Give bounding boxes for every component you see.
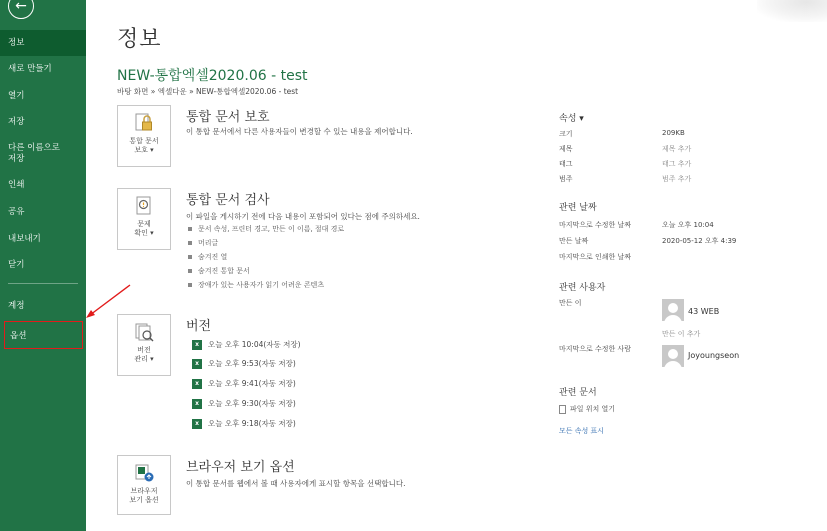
sidebar-item-account[interactable] bbox=[0, 301, 86, 312]
date-key: 만든 날짜 bbox=[559, 237, 589, 245]
check-issues-label: 문제 확인 ▾ bbox=[134, 220, 154, 237]
sidebar-item-label: 다른 이름으로 저장 bbox=[8, 143, 60, 164]
sidebar-item-export[interactable] bbox=[0, 234, 86, 245]
sidebar-item-new[interactable] bbox=[0, 64, 86, 75]
author-key: 만든 이 bbox=[559, 299, 582, 307]
browser-view-options-button[interactable] bbox=[117, 455, 171, 515]
list-item: 숨겨진 통합 문서 bbox=[188, 266, 250, 276]
page-title: 정보 bbox=[117, 27, 162, 52]
sidebar-item-label: 열기 bbox=[8, 91, 25, 101]
version-item[interactable]: x 오늘 오후 10:04(자동 저장) bbox=[192, 339, 301, 350]
version-item[interactable]: x 오늘 오후 9:30(자동 저장) bbox=[192, 398, 296, 409]
inspect-document-icon bbox=[133, 195, 155, 217]
lock-document-icon bbox=[133, 112, 155, 134]
list-item: 머리글 bbox=[188, 238, 218, 248]
breadcrumb[interactable]: 바탕 화면 » 엑셀다운 » NEW-통합엑셀2020.06 - test bbox=[117, 87, 299, 96]
version-item[interactable]: x 오늘 오후 9:18(자동 저장) bbox=[192, 418, 296, 429]
versions-section-title: 버전 bbox=[186, 319, 212, 334]
manage-versions-label: 버전 관리 ▾ bbox=[134, 346, 154, 363]
sidebar-divider bbox=[8, 283, 78, 284]
list-item: 장애가 있는 사용자가 읽기 어려운 콘텐츠 bbox=[188, 280, 324, 290]
date-key: 마지막으로 인쇄한 날짜 bbox=[559, 253, 632, 261]
property-value: 209KB bbox=[662, 129, 685, 137]
decorative-background bbox=[757, 0, 827, 22]
list-item: 문서 속성, 프린터 경고, 만든 이 이름, 절대 경로 bbox=[188, 224, 344, 234]
sidebar-item-share[interactable] bbox=[0, 207, 86, 218]
protect-section-desc: 이 통합 문서에서 다른 사용자들이 변경할 수 있는 내용을 제어합니다. bbox=[186, 127, 413, 136]
modified-by-name[interactable]: Joyoungseon bbox=[688, 351, 740, 360]
excel-file-icon: x bbox=[192, 340, 202, 350]
sidebar-item-label: 옵션 bbox=[10, 331, 27, 341]
properties-dropdown[interactable]: 속성 ▾ bbox=[559, 114, 584, 124]
date-key: 마지막으로 수정한 날짜 bbox=[559, 221, 632, 229]
excel-file-icon: x bbox=[192, 379, 202, 389]
date-value: 2020-05-12 오후 4:39 bbox=[662, 237, 737, 245]
file-icon bbox=[559, 405, 566, 414]
back-arrow-icon[interactable]: ← bbox=[8, 0, 34, 19]
sidebar-item-save[interactable] bbox=[0, 117, 86, 128]
sidebar-item-info[interactable] bbox=[0, 30, 86, 56]
sidebar-item-open[interactable] bbox=[0, 91, 86, 102]
excel-file-icon: x bbox=[192, 399, 202, 409]
browser-view-icon bbox=[133, 462, 155, 484]
property-key: 제목 bbox=[559, 145, 573, 153]
add-tag-field[interactable]: 태그 추가 bbox=[662, 160, 692, 168]
author-avatar bbox=[662, 299, 684, 321]
list-item: 숨겨진 열 bbox=[188, 252, 227, 262]
inspect-section-desc: 이 파일을 게시하기 전에 다음 내용이 포함되어 있다는 점에 주의하세요. bbox=[186, 212, 420, 221]
manage-versions-button[interactable] bbox=[117, 314, 171, 376]
excel-file-icon: x bbox=[192, 359, 202, 369]
property-key: 크기 bbox=[559, 130, 573, 138]
sidebar-item-options[interactable] bbox=[4, 321, 83, 349]
related-dates-heading: 관련 날짜 bbox=[559, 203, 597, 213]
author-name[interactable]: 43 WEB bbox=[688, 307, 720, 316]
version-history-icon bbox=[133, 321, 155, 343]
related-people-heading: 관련 사용자 bbox=[559, 283, 606, 293]
property-key: 태그 bbox=[559, 160, 573, 168]
sidebar-item-label: 계정 bbox=[8, 301, 25, 311]
sidebar-item-label: 정보 bbox=[8, 37, 25, 48]
add-author-link[interactable]: 만든 이 추가 bbox=[662, 330, 701, 338]
open-file-location-link[interactable]: 파일 위치 열기 bbox=[559, 404, 615, 414]
protect-workbook-label: 통합 문서 보호 ▾ bbox=[129, 137, 159, 154]
protect-workbook-button[interactable] bbox=[117, 105, 171, 167]
sidebar-item-label: 내보내기 bbox=[8, 234, 41, 244]
check-issues-button[interactable] bbox=[117, 188, 171, 250]
add-category-field[interactable]: 범주 추가 bbox=[662, 175, 692, 183]
sidebar-item-save-as[interactable] bbox=[0, 143, 86, 165]
backstage-sidebar bbox=[0, 0, 86, 531]
sidebar-item-label: 저장 bbox=[8, 117, 25, 127]
sidebar-item-label: 공유 bbox=[8, 207, 25, 217]
modified-by-key: 마지막으로 수정한 사람 bbox=[559, 345, 632, 353]
protect-section-title: 통합 문서 보호 bbox=[186, 110, 270, 125]
document-title: NEW-통합엑셀2020.06 - test bbox=[117, 68, 308, 84]
version-item[interactable]: x 오늘 오후 9:41(자동 저장) bbox=[192, 378, 296, 389]
date-value: 오늘 오후 10:04 bbox=[662, 221, 714, 229]
add-title-field[interactable]: 제목 추가 bbox=[662, 145, 692, 153]
version-item[interactable]: x 오늘 오후 9:53(자동 저장) bbox=[192, 358, 296, 369]
sidebar-item-close[interactable] bbox=[0, 260, 86, 271]
show-all-properties-link[interactable]: 모든 속성 표시 bbox=[559, 427, 605, 435]
browser-view-options-label: 브라우저 보기 옵션 bbox=[129, 487, 159, 504]
sidebar-item-print[interactable] bbox=[0, 180, 86, 191]
sidebar-item-label: 새로 만들기 bbox=[8, 64, 52, 74]
related-documents-heading: 관련 문서 bbox=[559, 388, 597, 398]
property-key: 범주 bbox=[559, 175, 573, 183]
sidebar-item-label: 인쇄 bbox=[8, 180, 25, 190]
excel-file-icon: x bbox=[192, 419, 202, 429]
browser-section-title: 브라우저 보기 옵션 bbox=[186, 460, 295, 475]
browser-section-desc: 이 통합 문서를 웹에서 볼 때 사용자에게 표시할 항목을 선택합니다. bbox=[186, 479, 406, 488]
sidebar-item-label: 닫기 bbox=[8, 260, 25, 270]
modified-by-avatar bbox=[662, 345, 684, 367]
inspect-section-title: 통합 문서 검사 bbox=[186, 193, 270, 208]
